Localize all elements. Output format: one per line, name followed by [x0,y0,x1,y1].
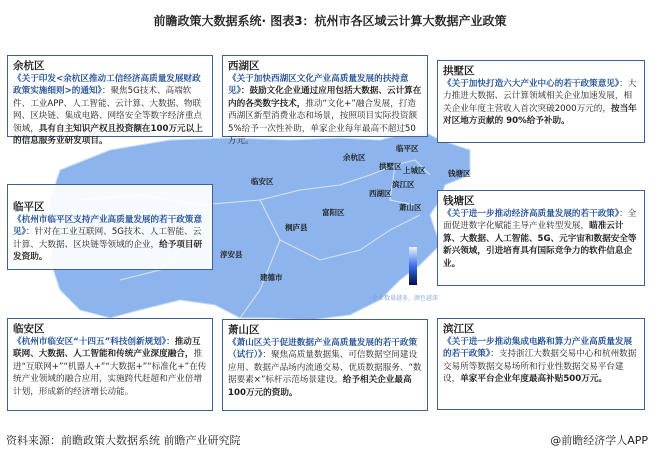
policy-doc: 《关于印发<余杭区推动工信经济高质量发展财政政策实施细则>的通知》 [13,74,201,97]
policy-text: ：聚焦高质量数据集、可信数据空间建设应用、数据产品场内流通交易、优质数据服务、“数据要素×”标杆示范场景建设。 [228,350,422,386]
map-label-fuyang: 富阳区 [322,208,345,217]
policy-box-linping [7,184,213,270]
map-label-jiande: 建德市 [260,273,283,282]
policy-highlight: 瞄准云计算、大数据、人工智能、5G、元宇宙和数据安全等新兴领域，引进培育具有国际竞争力的软件信息企业。 [443,221,637,269]
district-name: 余杭区 [13,60,45,72]
policy-box-xihu [222,55,428,147]
map-label-yuhang: 余杭区 [343,153,366,162]
policy-highlight: 给予项目研发资助。 [13,239,203,263]
policy-highlight: 给予相关企业最高100万元的资助。 [228,375,412,398]
district-name: 滨江区 [443,323,475,335]
map-label-linan: 临安区 [251,177,274,186]
map-label-qiantang: 钱塘区 [448,169,471,178]
policy-highlight: 推动互联网、大数据、人工智能和传统产业深度融合， [13,337,201,360]
policy-box-linan [7,318,213,411]
map-label-tonglu: 桐庐县 [285,223,308,232]
district-name: 拱墅区 [443,65,475,77]
brand-credit: @前瞻经济学人APP [550,434,648,447]
figure-title: 前瞻政策大数据系统· 图表3：杭州市各区域云计算大数据产业政策 [153,14,507,28]
policy-doc: 《杭州市临平区支持产业高质量发展的若干政策意见》 [13,215,203,238]
policy-text: ：全面促进数字化赋能主导产业转型发展， [443,209,637,232]
map-label-chunan: 淳安县 [220,250,243,259]
policy-text: ：大力推进大数据、云计算领域相关企业加速发展，相关企业年度主营收入首次突破2000万元的， [443,79,637,114]
policy-doc: 《关于进一步推动集成电路和算力产业高质量发展的若干政策》 [443,337,633,360]
map-label-binjiang: 滨江区 [392,180,415,189]
policy-doc: 《关于加快打造六大产业中心的若干政策意见》 [443,79,620,89]
policy-highlight: 单家平台企业年度最高补贴500万元。 [460,374,608,385]
policy-text: 推动“文化+”融合发展，打造西湖区新型消费业态和场景，按照项目实际投资额5%给予一次性补助，单家企业每年最高不超过50万元。 [228,98,418,147]
legend-gradient [409,247,417,285]
map-label-xiaoshan: 萧山区 [399,203,422,212]
district-name: 临安区 [13,323,45,335]
policy-highlight: 具有自主知识产权且投资额在100万元以上的信息服务业研发项目。 [13,123,203,147]
map-label-xihu: 西湖区 [369,189,392,198]
map-label-shangcheng: 上城区 [403,166,426,175]
policy-text: ：支持浙江大数据交易中心和杭州数据交易所等数据交易场所和行业性数据交易平台建设， [443,349,637,385]
policy-box-qiantang [437,190,645,286]
policy-text: ：聚焦5G技术、高端软件、工业APP、人工智能、云计算、大数据、物联网、区块链、集成电路、网络安全等数字经济重点领域， [13,86,203,134]
policy-highlight: 按当年对区地方贡献的 90%给予补助。 [443,103,637,127]
source-note: 资料来源：前瞻政策大数据系统 前瞻产业研究院 [6,434,241,447]
policy-text: ：针对在工业互联网、5G技术、人工智能、云计算、大数据、区块链等领域的企业， [13,227,202,250]
district-name: 西湖区 [228,60,260,72]
map-label-gongshu: 拱墅区 [379,162,402,171]
policy-highlight: ：鼓励文化企业通过应用包括大数据、云计算在内的各类数字技术， [228,86,422,109]
policy-box-yuhang [7,55,213,147]
policy-doc: 《萧山区关于促进数据产业高质量发展的若干政策（试行）》 [228,338,418,361]
legend-text: 企业数量越多，颜色越深 [372,295,439,302]
map-label-linping: 临平区 [396,144,419,153]
policy-doc: 《关于加快西湖区文化产业高质量发展的扶持意见》 [228,74,409,97]
district-name: 钱塘区 [443,195,475,207]
district-name: 萧山区 [228,324,260,336]
policy-box-binjiang [437,318,645,410]
policy-box-gongshu [437,60,645,143]
policy-box-xiaoshan [222,319,428,411]
policy-doc: 《杭州市临安区“十四五”科技创新规划》： [13,337,175,347]
district-name: 临平区 [13,201,45,213]
policy-doc: 《关于进一步推动经济高质量发展的若干政策》 [443,209,620,219]
policy-text: 推进“互联网+”“机器人+”“大数据+”“标准化+”在传统产业领域的融合应用，实施跨代赶超和产业倍增计划，形成新的经济增长动能。 [13,349,207,397]
